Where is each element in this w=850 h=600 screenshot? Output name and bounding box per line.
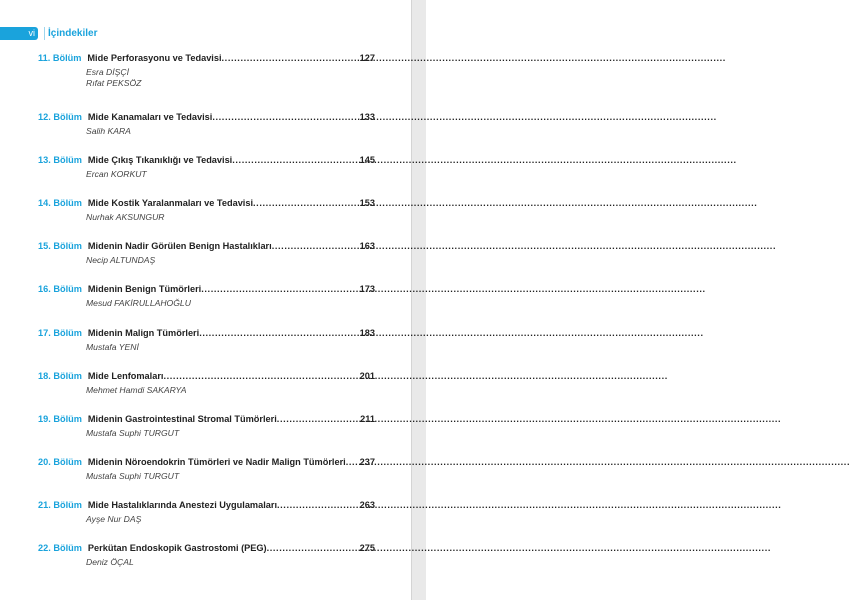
toc-entry-line <box>38 241 375 255</box>
toc-entry-line <box>38 112 375 126</box>
chapter-number: 22. Bölüm <box>38 543 82 553</box>
chapter-title[interactable]: Perkütan Endoskopik Gastrostomi (PEG) <box>87 543 267 553</box>
toc-entry-line <box>38 53 375 67</box>
author-name: Mesud FAKİRULLAHOĞLU <box>86 298 191 308</box>
author-list <box>38 385 375 396</box>
author-list <box>38 67 375 89</box>
chapter-title[interactable]: Midenin Benign Tümörleri <box>87 284 202 294</box>
author-name: Mustafa YENİ <box>86 342 139 352</box>
author-list <box>38 255 375 266</box>
page-number: 173 <box>359 284 375 294</box>
author-name: Rıfat PEKSÖZ <box>86 78 142 88</box>
page-number: 263 <box>359 500 375 510</box>
author-list <box>38 428 375 439</box>
dot-leader <box>163 371 359 381</box>
toc-entry-line <box>38 284 375 298</box>
dot-leader <box>277 414 360 424</box>
dot-leader <box>267 543 360 553</box>
toc-entry[interactable] <box>38 500 375 525</box>
chapter-number: 19. Bölüm <box>38 414 82 424</box>
chapter-number: 16. Bölüm <box>38 284 82 294</box>
page-number-tab: vi <box>0 27 38 40</box>
toc-entry[interactable] <box>38 457 375 482</box>
author-list <box>38 298 375 309</box>
author-list <box>38 212 375 223</box>
page-number: 145 <box>359 155 375 165</box>
toc-entry[interactable] <box>38 53 375 89</box>
author-list <box>38 169 375 180</box>
toc-entry[interactable] <box>38 414 375 439</box>
dot-leader <box>212 112 359 122</box>
section-title: İçindekiler <box>44 27 97 40</box>
toc-entry[interactable] <box>38 284 375 309</box>
toc-entry-line <box>38 457 375 471</box>
author-name: Nurhak AKSUNGUR <box>86 212 165 222</box>
author-list <box>38 126 375 137</box>
chapter-number: 21. Bölüm <box>38 500 82 510</box>
dot-leader <box>253 198 360 208</box>
page-number: 275 <box>359 543 375 553</box>
chapter-number: 14. Bölüm <box>38 198 82 208</box>
author-list <box>38 514 375 525</box>
author-name: Mustafa Suphi TURGUT <box>86 428 180 438</box>
author-name: Salih KARA <box>86 126 131 136</box>
dot-leader <box>272 241 360 251</box>
author-name: Mustafa Suphi TURGUT <box>86 471 180 481</box>
chapter-number: 12. Bölüm <box>38 112 82 122</box>
toc-entry[interactable] <box>38 112 375 137</box>
toc-entry[interactable] <box>38 241 375 266</box>
author-name: Deniz ÖÇAL <box>86 557 134 567</box>
dot-leader <box>201 284 359 294</box>
dot-leader <box>346 457 360 467</box>
chapter-number: 20. Bölüm <box>38 457 82 467</box>
author-list <box>38 471 375 482</box>
toc-entry-line <box>38 198 375 212</box>
toc-entry[interactable] <box>38 328 375 353</box>
dot-leader <box>222 53 360 63</box>
toc-entry-line <box>38 155 375 169</box>
author-name: Ercan KORKUT <box>86 169 147 179</box>
chapter-number: 18. Bölüm <box>38 371 82 381</box>
toc-entry[interactable] <box>38 198 375 223</box>
dot-leader <box>199 328 359 338</box>
page-number: 127 <box>359 53 375 63</box>
chapter-title[interactable]: Midenin Gastrointestinal Stromal Tümörleri <box>87 414 277 424</box>
page-number: 133 <box>359 112 375 122</box>
page-number: 163 <box>359 241 375 251</box>
chapter-number: 15. Bölüm <box>38 241 82 251</box>
author-list <box>38 557 375 568</box>
page-number: 211 <box>360 414 375 424</box>
toc-entry-line <box>38 500 375 514</box>
chapter-number: 17. Bölüm <box>38 328 82 338</box>
chapter-title[interactable]: Mide Lenfomaları <box>87 371 164 381</box>
page-number: 153 <box>359 198 375 208</box>
chapter-title[interactable]: Mide Hastalıklarında Anestezi Uygulamaları <box>87 500 277 510</box>
author-name: Ayşe Nur DAŞ <box>86 514 142 524</box>
chapter-title[interactable]: Mide Çıkış Tıkanıklığı ve Tedavisi <box>87 155 233 165</box>
author-name: Esra DİŞÇİ <box>86 67 129 77</box>
chapter-number: 13. Bölüm <box>38 155 82 165</box>
author-name: Necip ALTUNDAŞ <box>86 255 156 265</box>
dot-leader <box>277 500 360 510</box>
chapter-number: 11. Bölüm <box>38 53 82 63</box>
page-edge <box>412 0 426 600</box>
author-list <box>38 342 375 353</box>
chapter-title[interactable]: Mide Kostik Yaralanmaları ve Tedavisi <box>87 198 254 208</box>
author-name: Mehmet Hamdi SAKARYA <box>86 385 187 395</box>
chapter-title[interactable]: Mide Kanamaları ve Tedavisi <box>87 112 213 122</box>
chapter-title[interactable]: Midenin Malign Tümörleri <box>87 328 200 338</box>
toc-entry-line <box>38 371 375 385</box>
toc-entry[interactable] <box>38 155 375 180</box>
toc-entry-line <box>38 543 375 557</box>
page-header <box>0 25 97 41</box>
chapter-title[interactable]: Midenin Nöroendokrin Tümörleri ve Nadir Malign Tümörleri <box>87 457 346 467</box>
toc-entry-line <box>38 328 375 342</box>
page-number: 201 <box>359 371 375 381</box>
page-number: 183 <box>359 328 375 338</box>
chapter-title[interactable]: Mide Perforasyonu ve Tedavisi <box>87 53 222 63</box>
dot-leader <box>232 155 359 165</box>
chapter-title[interactable]: Midenin Nadir Görülen Benign Hastalıkları <box>87 241 272 251</box>
toc-entry[interactable] <box>38 371 375 396</box>
toc-entry-line <box>38 414 375 428</box>
page-number: 237 <box>359 457 375 467</box>
toc-entry[interactable] <box>38 543 375 568</box>
